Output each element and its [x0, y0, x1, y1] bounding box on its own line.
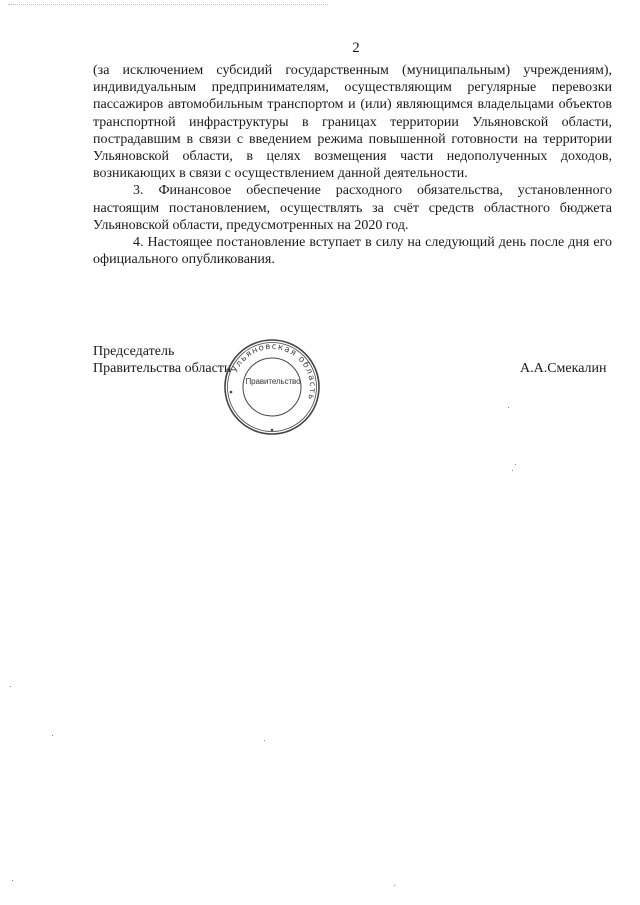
- scan-speck: [10, 686, 11, 687]
- seal-ring-text: Ульяновская область: [230, 341, 318, 402]
- scan-noise: [8, 4, 328, 8]
- page-number: 2: [352, 40, 360, 56]
- signatory-title-line2: Правительства области: [93, 361, 232, 376]
- signatory-title: [93, 343, 231, 377]
- seal-center-text: Правительство: [245, 377, 301, 386]
- signatory-name: А.А.Смекалин: [520, 361, 607, 376]
- paragraph-continuation: (за исключением субсидий государственным (муниципальным) учреждениям), индивидуальным предпринимателям, осуществляющим регулярные перевозки пассажиров автомобильным транспортом и (или) являющимся владельцами объектов транспортной инфраструктуры в границах территории Ульяновской области, пострадавшим в связи с введением режима повышенной готовности на территории Ульяновской области, в целях возмещения части недополученных доходов, возникающих в связи с осуществлением данной деятельности.: [93, 63, 612, 182]
- document-body: [93, 62, 612, 268]
- scan-speck: [394, 885, 395, 886]
- paragraph-3: 3. Финансовое обеспечение расходного обязательства, установленного настоящим постановлением, осуществлять за счёт средств областного бюджета Ульяновской области, предусмотренных на 2020 год.: [93, 183, 612, 233]
- official-seal-stamp: [222, 337, 322, 437]
- scan-speck: [508, 407, 509, 408]
- paragraph-4: 4. Настоящее постановление вступает в силу на следующий день после дня его официального опубликования.: [93, 235, 612, 268]
- scan-speck: [512, 470, 513, 471]
- signatory-title-line1: Председатель: [93, 344, 175, 359]
- scan-speck: [515, 464, 516, 465]
- scan-speck: [264, 740, 265, 741]
- scan-speck: [52, 735, 53, 736]
- scan-speck: [12, 880, 13, 881]
